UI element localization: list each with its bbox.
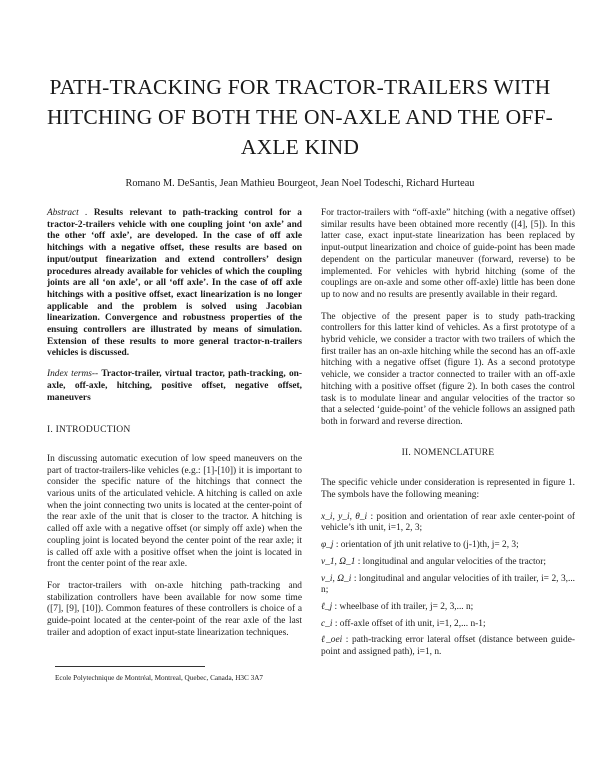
intro-paragraph-2: For tractor-trailers with on-axle hitching path-tracking and stabilization controllers have been available for now some time ([7], [9], [10]). Common features of these controllers is choice of a guide-point located at the center-point of the rear axle of the last trailer and adoption of exact input-state linearization techniques. (47, 580, 302, 638)
body-paragraph-2: The objective of the present paper is to study path-tracking controllers for this latter kind of vehicles. As a first prototype of a hybrid vehicle, we consider a tractor with two trailers of which the first trailer has an on-axle hitching while the second has an off-axle hitching with a negative offset (figure 1). As a second prototype vehicle, we consider a tractor connected to trailer with an off-axle hitching with a positive offset (figure 2). In both cases the control task is to modulate linear and angular velocities of the tractor so that a selected ‘guide-point’ of the vehicle follows an assigned path both in forward and reverse direction. (321, 311, 575, 427)
paper-title: PATH-TRACKING FOR TRACTOR-TRAILERS WITH HITCHING OF BOTH THE ON-AXLE AND THE OFF-AXLE KIND (46, 75, 554, 159)
nomenclature-intro: The specific vehicle under consideration is represented in figure 1. The symbols have the following meaning: (321, 478, 575, 501)
symbol-entry (321, 540, 575, 552)
symbol: c_i (321, 618, 333, 629)
abstract-label: Abstract . (47, 208, 88, 218)
index-terms-text: Tractor-trailer, virtual tractor, path-tracking, on-axle, off-axle, hitching, positive offset, negative offset, maneuvers (47, 369, 302, 403)
symbol-description: : wheelbase of ith trailer, j= 2, 3,... n; (334, 601, 474, 612)
abstract (47, 208, 302, 360)
symbol-entry (321, 574, 575, 597)
symbol-entry (321, 619, 575, 631)
symbol: ℓ_oei (321, 635, 343, 646)
symbol-description: : longitudinal and angular velocities of the tractor; (357, 556, 546, 567)
intro-paragraph-1: In discussing automatic execution of low speed maneuvers on the part of tractor-trailers-like vehicles (e.g.: [1]-[10]) it is important to consider the specific nature of the hitchings that connect the various units of the articulated vehicle. A hitching is called on axle when the joint connecting two units is located at the center-point of the rear axle of the unit that is closer to the tractor. A hitching is called off axle with a negative offset (or simply off axle) when the coupling joint is located beyond the center point of the rear axle; it is called off axle with a positive offset when the joint is located in front the center point of the rear axle. (47, 453, 302, 570)
abstract-text: Results relevant to path-tracking control for a tractor-2-trailers vehicle with one coupling joint ‘on axle’ and the other ‘off axle’, are developed. In the case of off axle hitchings with a negative offset, these results are based on input/output finearization and extend controllers’ design procedures already available for vehicles of which the coupling joints are all ‘on axle’, or all ‘off axle’. In the case of off axle hitchings with a positive offset, exact linearization is no longer applicable and the problem is solved using Jacobian linearization. Convergence and robustness properties of the ensuing controllers are illustrated by means of simulation. Extension of these results to more general tractor-n-trailers vehicles is discussed. (47, 208, 302, 359)
section-heading-nomenclature: II. NOMENCLATURE (401, 446, 495, 458)
symbol-description: : orientation of jth unit relative to (j-1)th, j= 2, 3; (335, 540, 519, 551)
right-column (321, 208, 575, 664)
author-list: Romano M. DeSantis, Jean Mathieu Bourgeot, Jean Noel Todeschi, Richard Hurteau (125, 178, 475, 189)
symbol-description: : off-axle offset of ith unit, i=1, 2,... n-1; (334, 618, 486, 629)
symbol-description: : position and orientation of rear axle center-point of vehicle’s ith unit, i=1, 2, 3; (321, 511, 576, 534)
symbol-entry (321, 602, 575, 614)
symbol-entry (321, 635, 575, 658)
section-heading-introduction: I. INTRODUCTION (47, 424, 131, 436)
symbol: ℓ_j (321, 601, 333, 612)
left-column (47, 208, 302, 684)
symbol-entry (321, 512, 575, 535)
symbol: v_i, Ω_i (321, 573, 352, 584)
symbol-description: : longitudinal and angular velocities of ith trailer, i= 2, 3,... n; (321, 573, 576, 596)
symbol-description: : path-tracking error lateral offset (distance between guide-point and assigned path), i=1, n. (321, 635, 576, 658)
symbol: φ_j (321, 540, 334, 551)
symbol-entry (321, 557, 575, 569)
body-paragraph-1: For tractor-trailers with “off-axle” hitching (with a negative offset) similar results have been obtained more recently ([4], [5]). In this latter case, exact input-state linearization has been replaced by input-output linearization and choice of guide-point has been made dependent on the particular maneuver (forward, reverse) to be implemented. For vehicles with hybrid hitching (some of the couplings are on-axle and some other off-axle) little has been done up to now and no results are presently available in their regard. (321, 208, 575, 300)
symbol: v_1, Ω_1 (321, 556, 356, 567)
symbol: x_i, y_i, θ_i (321, 511, 368, 522)
affiliation-footnote: Ecole Polytechnique de Montréal, Montreal, Quebec, Canada, H3C 3A7 (55, 673, 263, 682)
index-terms-label: Index terms-- (47, 369, 99, 380)
index-terms (47, 369, 302, 404)
footnote-rule (55, 666, 205, 667)
